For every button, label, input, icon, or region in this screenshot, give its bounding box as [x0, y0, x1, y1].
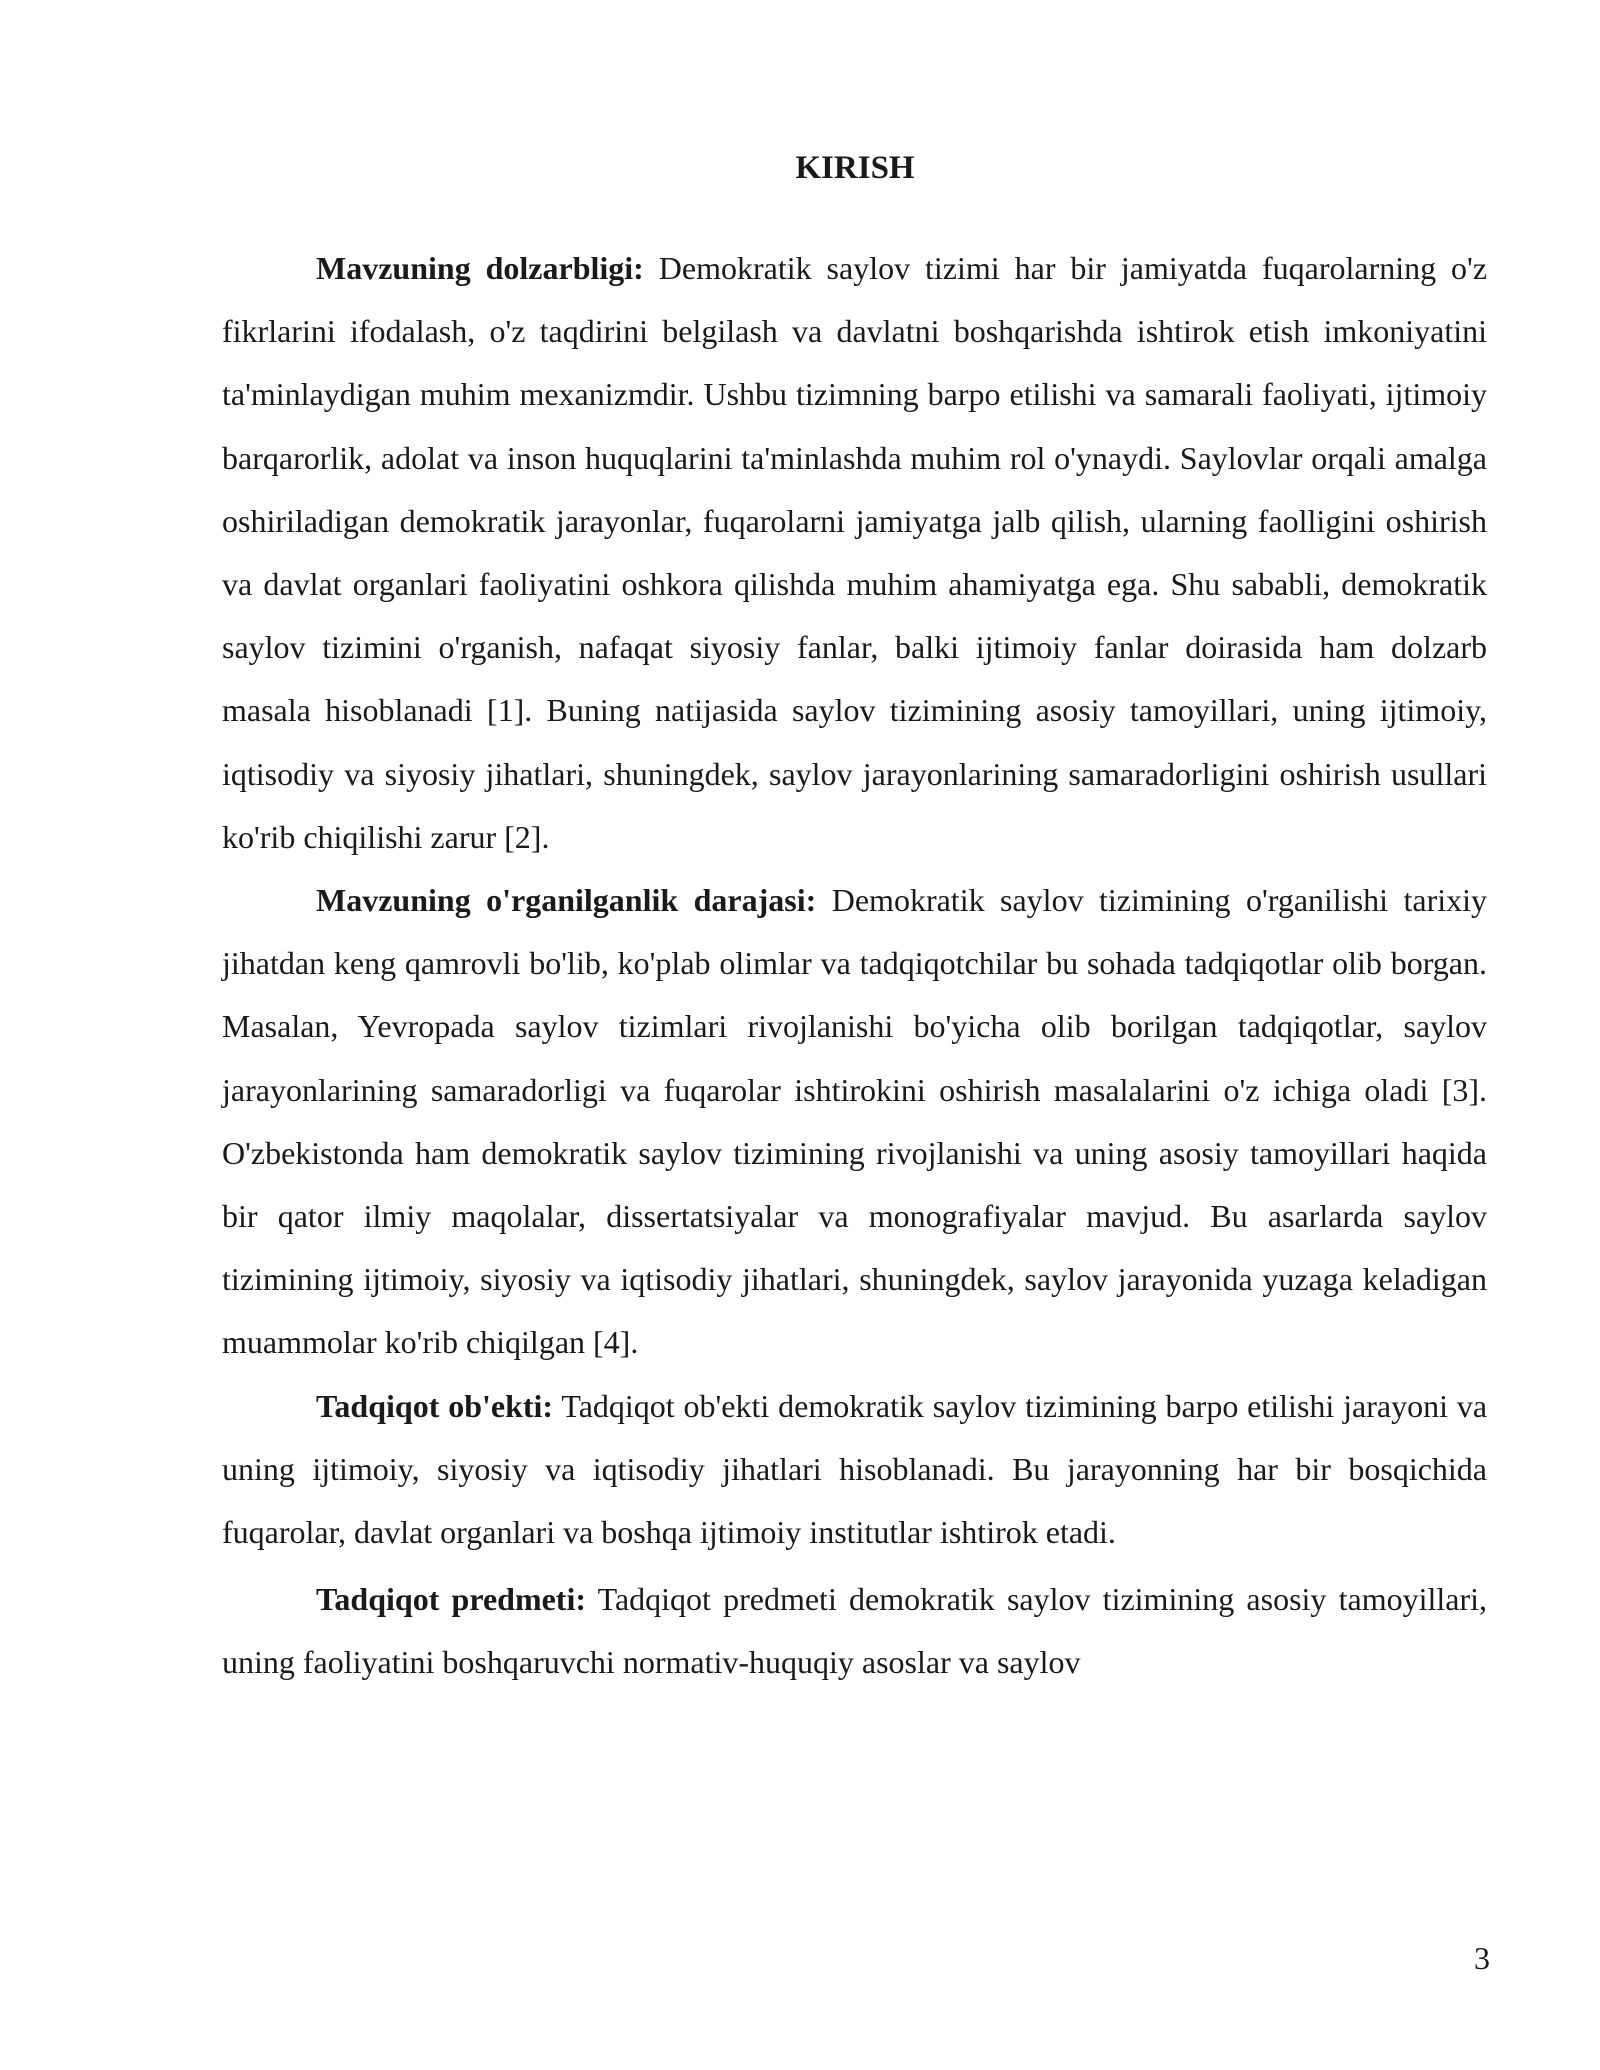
paragraph-lead: Tadqiqot ob'ekti:	[316, 1387, 554, 1424]
paragraph-lead: Mavzuning dolzarbligi:	[316, 250, 644, 286]
paragraph-text: Tadqiqot predmeti demokratik saylov tizimining asosiy tamoyillari, uning faoliyatini boshqaruvchi normativ-huquqiy asoslar va saylov	[222, 1581, 1488, 1681]
body-text	[222, 237, 1487, 1695]
paragraph-text: Demokratik saylov tizimi har bir jamiyatda fuqarolarning o'z fikrlarini ifodalash, o'z taqdirini belgilash va davlatni boshqarishda ishtirok etish imkoniyatini ta'minlaydigan muhim mexanizmdir. Ushbu tizimning barpo etilishi va samarali faoliyati, ijtimoiy barqarorlik, adolat va inson huquqlarini ta'minlashda muhim rol o'ynaydi. Saylovlar orqali amalga oshiriladigan demokratik jarayonlar, fuqarolarni jamiyatga jalb qilish, ularning faolligini oshirish va davlat organlari faoliyatini oshkora qilishda muhim ahamiyatga ega. Shu sababli, demokratik saylov tizimini o'rganish, nafaqat siyosiy fanlar, balki ijtimoiy fanlar doirasida ham dolzarb masala hisoblanadi [1]. Buning natijasida saylov tizimining asosiy tamoyillari, uning ijtimoiy, iqtisodiy va siyosiy jihatlari, shuningdek, saylov jarayonlarining samaradorligini oshirish usullari ko'rib chiqilishi zarur [2].	[222, 250, 1488, 855]
paragraph-lead: Mavzuning o'rganilganlik darajasi:	[316, 882, 817, 919]
paragraph-research-object	[222, 1375, 1487, 1565]
paragraph-text: Demokratik saylov tizimining o'rganilishi tarixiy jihatdan keng qamrovli bo'lib, ko'plab olimlar va tadqiqotchilar bu sohada tadqiqotlar olib borgan. Masalan, Yevropada saylov tizimlari rivojlanishi bo'yicha olib borilgan tadqiqotlar, saylov jarayonlarining samaradorligi va fuqarolar ishtirokini oshirish masalalarini o'z ichiga oladi [3]. O'zbekistonda ham demokratik saylov tizimining rivojlanishi va uning asosiy tamoyillari haqida bir qator ilmiy maqolalar, dissertatsiyalar va monografiyalar mavjud. Bu asarlarda saylov tizimining ijtimoiy, siyosiy va iqtisodiy jihatlari, shuningdek, saylov jarayonida yuzaga keladigan muammolar ko'rib chiqilgan [4].	[222, 882, 1488, 1361]
paragraph-research-subject	[222, 1568, 1487, 1694]
paragraph-degree-of-study	[222, 869, 1487, 1375]
paragraph-relevance	[222, 237, 1487, 869]
page-title: KIRISH	[795, 150, 915, 186]
page-number: 3	[1474, 1940, 1490, 1976]
paragraph-text: Tadqiqot ob'ekti demokratik saylov tizimining barpo etilishi jarayoni va uning ijtimoiy, siyosiy va iqtisodiy jihatlari hisoblanadi. Bu jarayonning har bir bosqichida fuqarolar, davlat organlari va boshqa ijtimoiy institutlar ishtirok etadi.	[222, 1387, 1488, 1551]
paragraph-lead: Tadqiqot predmeti:	[316, 1581, 587, 1618]
